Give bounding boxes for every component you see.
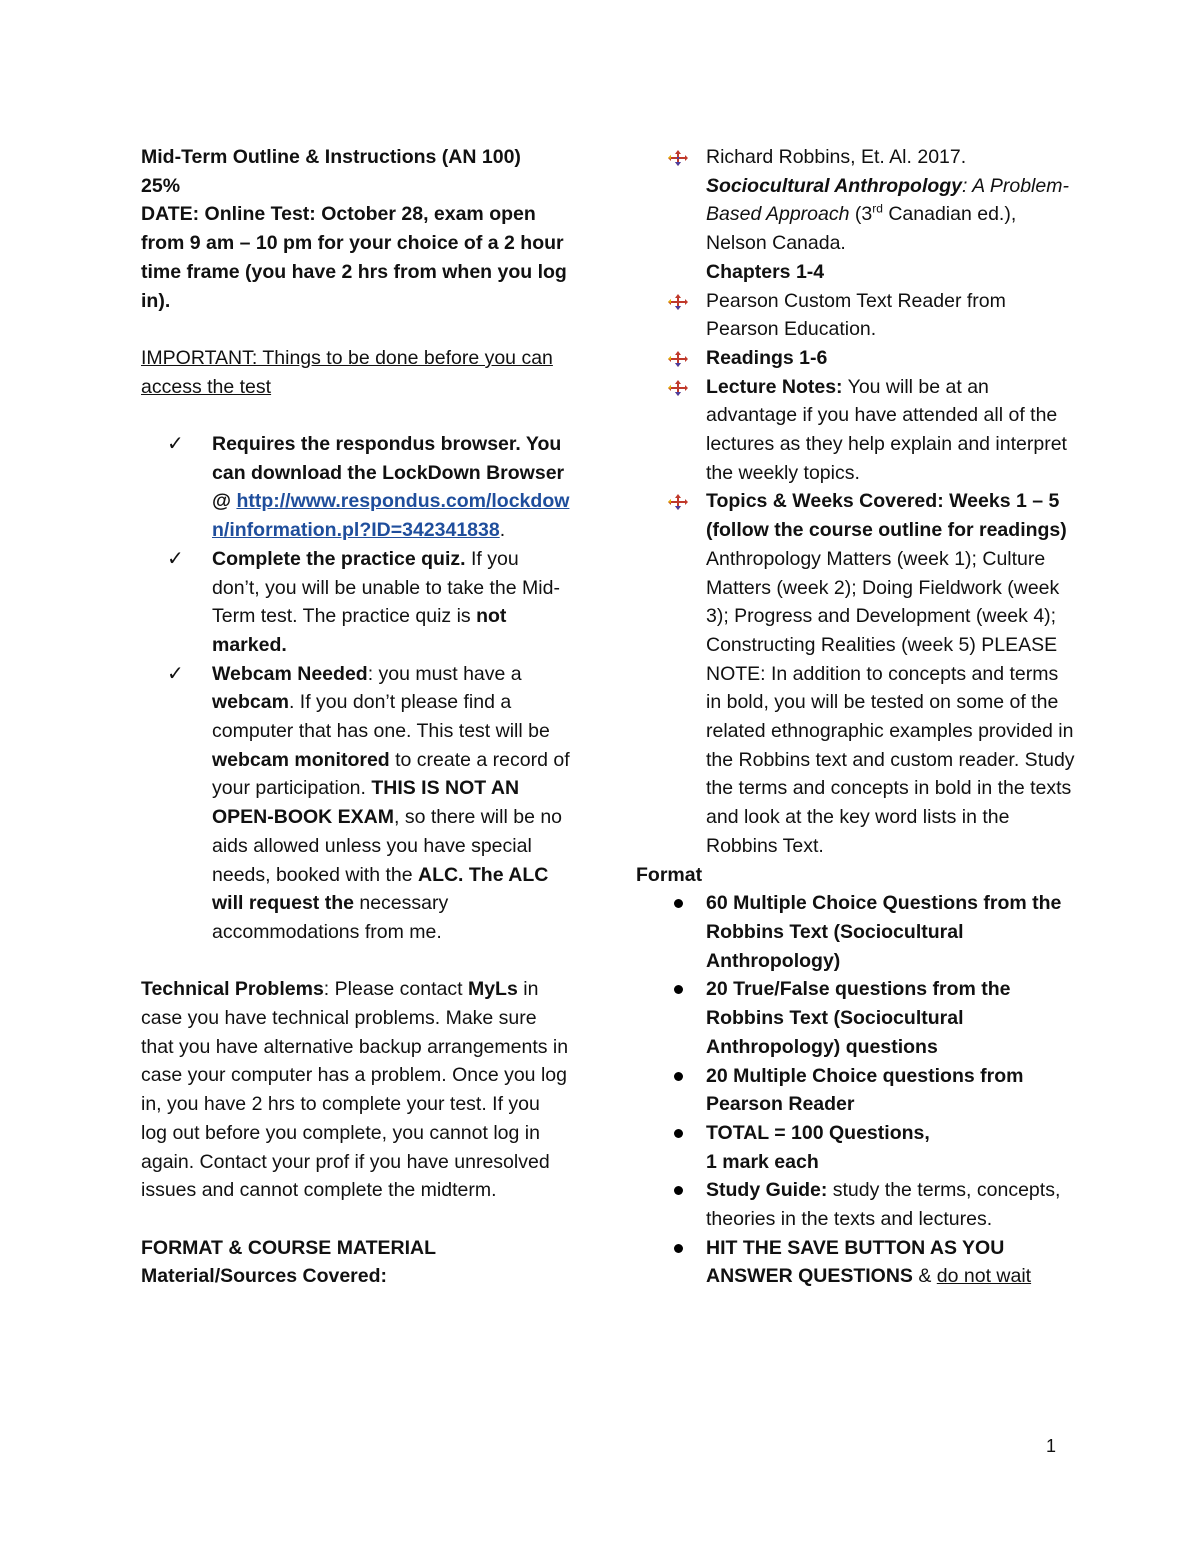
format-item-save-button: HIT THE SAVE BUTTON AS YOU ANSWER QUESTIONS & do not wait	[636, 1234, 1076, 1291]
title-line-1: Mid-Term Outline & Instructions (AN 100)	[141, 146, 521, 168]
arrow-cross-bullet-icon	[668, 379, 688, 397]
respondus-link[interactable]: http://www.respondus.com/lockdown/information.pl?ID=342341838	[212, 490, 570, 542]
sources-covered-heading: Material/Sources Covered:	[141, 1265, 388, 1288]
source-item-pearson-reader: Pearson Custom Text Reader from Pearson Education.	[636, 287, 1076, 344]
right-column	[636, 143, 1076, 1291]
checklist-item-browser: ✓ Requires the respondus browser. You can download the LockDown Browser @ http://www.respondus.com/lockdown/information.pl?ID=342341838.	[141, 430, 571, 545]
arrow-cross-bullet-icon	[668, 149, 688, 167]
round-bullet-icon	[674, 1072, 683, 1081]
format-item-mc-robbins: 60 Multiple Choice Questions from the Robbins Text (Sociocultural Anthropology)	[636, 889, 1076, 975]
checklist-item-practice-quiz: ✓ Complete the practice quiz. If you don’t, you will be unable to take the Mid-Term test. The practice quiz is not marked.	[141, 545, 571, 660]
round-bullet-icon	[674, 1244, 683, 1253]
important-heading: IMPORTANT: Things to be done before you can access the test	[141, 346, 553, 398]
format-item-total: TOTAL = 100 Questions, 1 mark each	[636, 1119, 1076, 1176]
title-line-2: 25%	[141, 174, 181, 197]
round-bullet-icon	[674, 899, 683, 908]
round-bullet-icon	[674, 1186, 683, 1195]
source-item-robbins: Richard Robbins, Et. Al. 2017. Sociocultural Anthropology: A Problem-Based Approach (3rd Canadian ed.), Nelson Canada. Chapters 1-4	[636, 143, 1076, 287]
format-course-material-heading: FORMAT & COURSE MATERIAL	[141, 1236, 437, 1259]
format-heading: Format	[636, 863, 703, 886]
checkmark-icon: ✓	[167, 433, 184, 455]
exam-date: DATE: Online Test: October 28, exam open from 9 am – 10 pm for your choice of a 2 hour time frame (you have 2 hrs from when you log in).	[141, 203, 567, 312]
checklist-item-webcam: ✓ Webcam Needed: you must have a webcam. If you don’t please find a computer that has one. This test will be webcam monitored to create a record of your participation. THIS IS NOT AN OPEN-BOOK EXAM, so there will be no aids allowed unless you have special needs, booked with the ALC. The ALC will request the necessary accommodations from me.	[141, 660, 571, 947]
checkmark-icon: ✓	[167, 547, 184, 570]
format-item-true-false: 20 True/False questions from the Robbins Text (Sociocultural Anthropology) questions	[636, 975, 1076, 1061]
technical-problems: Technical Problems: Please contact MyLs in case you have technical problems. Make sure that you have alternative backup arrangements in case your computer has a problem. Once you log in, you have 2 hrs to complete your test. If you log out before you complete, you cannot log in again. Contact your prof if you have unresolved issues and cannot complete the midterm.	[141, 978, 569, 1202]
checkmark-icon: ✓	[167, 662, 184, 685]
round-bullet-icon	[674, 1129, 683, 1138]
round-bullet-icon	[674, 985, 683, 994]
source-item-lecture-notes: Lecture Notes: You will be at an advantage if you have attended all of the lectures as they help explain and interpret the weekly topics.	[636, 373, 1076, 488]
arrow-cross-bullet-icon	[668, 350, 688, 368]
page-number: 1	[1046, 1436, 1057, 1456]
arrow-cross-bullet-icon	[668, 293, 688, 311]
left-column	[141, 143, 571, 1291]
source-item-topics-weeks: Topics & Weeks Covered: Weeks 1 – 5 (follow the course outline for readings) Anthropology Matters (week 1); Culture Matters (week 2); Doing Fieldwork (week 3); Progress and Development (week 4); Constructing Realities (week 5) PLEASE NOTE: In addition to concepts and terms in bold, you will be tested on some of the related ethnographic examples provided in the Robbins text and custom reader. Study the terms and concepts in bold in the texts and look at the key word lists in the Robbins Text.	[636, 487, 1076, 860]
arrow-cross-bullet-icon	[668, 493, 688, 511]
format-item-study-guide: Study Guide: study the terms, concepts, theories in the texts and lectures.	[636, 1176, 1076, 1233]
format-item-mc-pearson: 20 Multiple Choice questions from Pearson Reader	[636, 1062, 1076, 1119]
source-item-readings: Readings 1-6	[636, 344, 1076, 373]
